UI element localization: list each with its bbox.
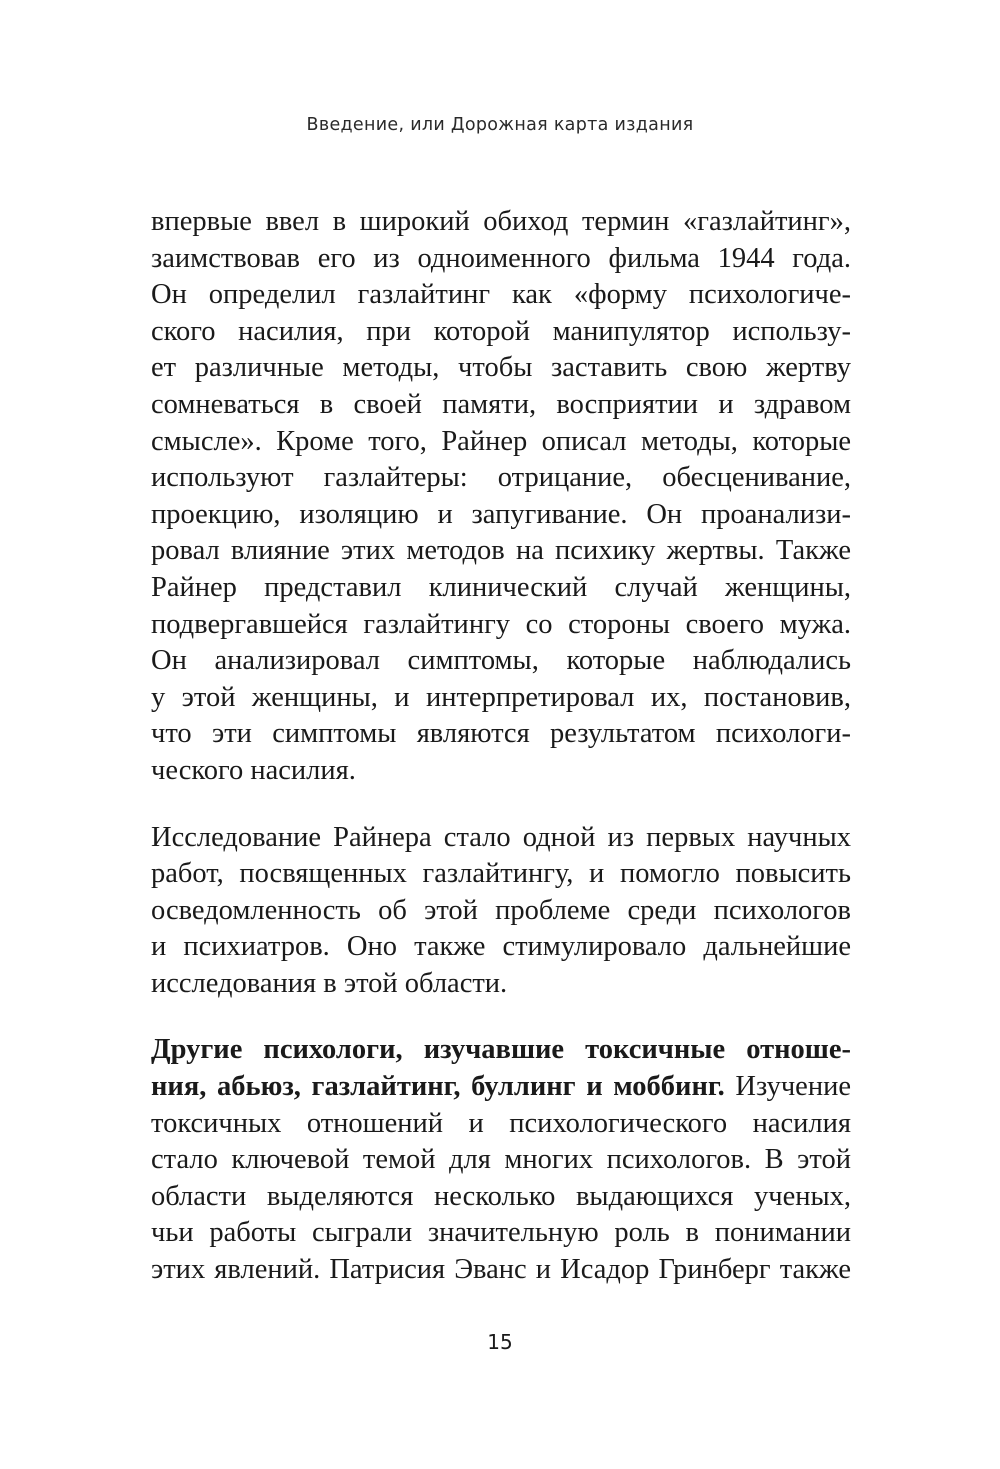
text-line: Райнер представил клинический случай женщины, [151, 571, 851, 603]
text-line: работ, посвященных газлайтингу, и помогло повысить [151, 858, 851, 890]
text-line: смысле». Кроме того, Райнер описал методы, которые [151, 425, 851, 457]
text-line: Он определил газлайтинг как «форму психологиче- [151, 279, 851, 311]
text-line: впервые ввел в широкий обиход термин «газлайтинг», [151, 206, 851, 237]
text-line: осведомленность об этой проблеме среди психологов [151, 894, 851, 926]
bold-lead-line: Другие психологи, изучавшие токсичные отноше- [151, 1034, 851, 1066]
text-line: стало ключевой темой для многих психологов. В этой [151, 1144, 851, 1176]
paragraph-gap [151, 790, 851, 820]
text-line: используют газлайтеры: отрицание, обесценивание, [151, 462, 851, 494]
page-number: 15 [487, 1330, 513, 1354]
text-line: ет различные методы, чтобы заставить свою жертву [151, 352, 851, 384]
bold-lead-text: ния, абьюз, газлайтинг, буллинг и моббинг. [151, 1071, 725, 1103]
text-line: Исследование Райнера стало одной из первых научных [151, 821, 851, 853]
text-line: у этой женщины, и интерпретировал их, постановив, [151, 681, 851, 713]
text-line: сомневаться в своей памяти, восприятии и здравом [151, 388, 851, 420]
text-line: этих явлений. Патрисия Эванс и Исадор Гринберг также [151, 1254, 851, 1286]
text-line: заимствовав его из одноименного фильма 1944 года. [151, 242, 851, 274]
text-line: подвергавшейся газлайтингу со стороны своего мужа. [151, 608, 851, 640]
text-line: ровал влияние этих методов на психику жертвы. Также [151, 535, 851, 567]
text-line: ского насилия, при которой манипулятор использу- [151, 315, 851, 347]
text-line: проекцию, изоляцию и запугивание. Он проанализи- [151, 498, 851, 530]
text-line: исследования в этой области. [151, 967, 508, 999]
text-line: чьи работы сыграли значительную роль в понимании [151, 1217, 851, 1249]
text-line: ческого насилия. [151, 754, 356, 786]
running-header: Введение, или Дорожная карта издания [306, 115, 694, 135]
text-line: что эти симптомы являются результатом психологи- [151, 718, 851, 750]
text-line: области выделяются несколько выдающихся ученых, [151, 1180, 851, 1212]
paragraph-1 [151, 204, 851, 790]
text-line: Он анализировал симптомы, которые наблюдались [151, 645, 851, 677]
paragraph-gap [151, 1002, 851, 1032]
paragraph-2 [151, 820, 851, 1003]
paragraph-3 [151, 1032, 851, 1288]
text-line: токсичных отношений и психологического насилия [151, 1107, 851, 1139]
text-fragment: Изучение [724, 1071, 851, 1103]
body-text [151, 204, 851, 1289]
text-line: и психиатров. Оно также стимулировало дальнейшие [151, 931, 851, 963]
text-line [151, 1069, 851, 1106]
